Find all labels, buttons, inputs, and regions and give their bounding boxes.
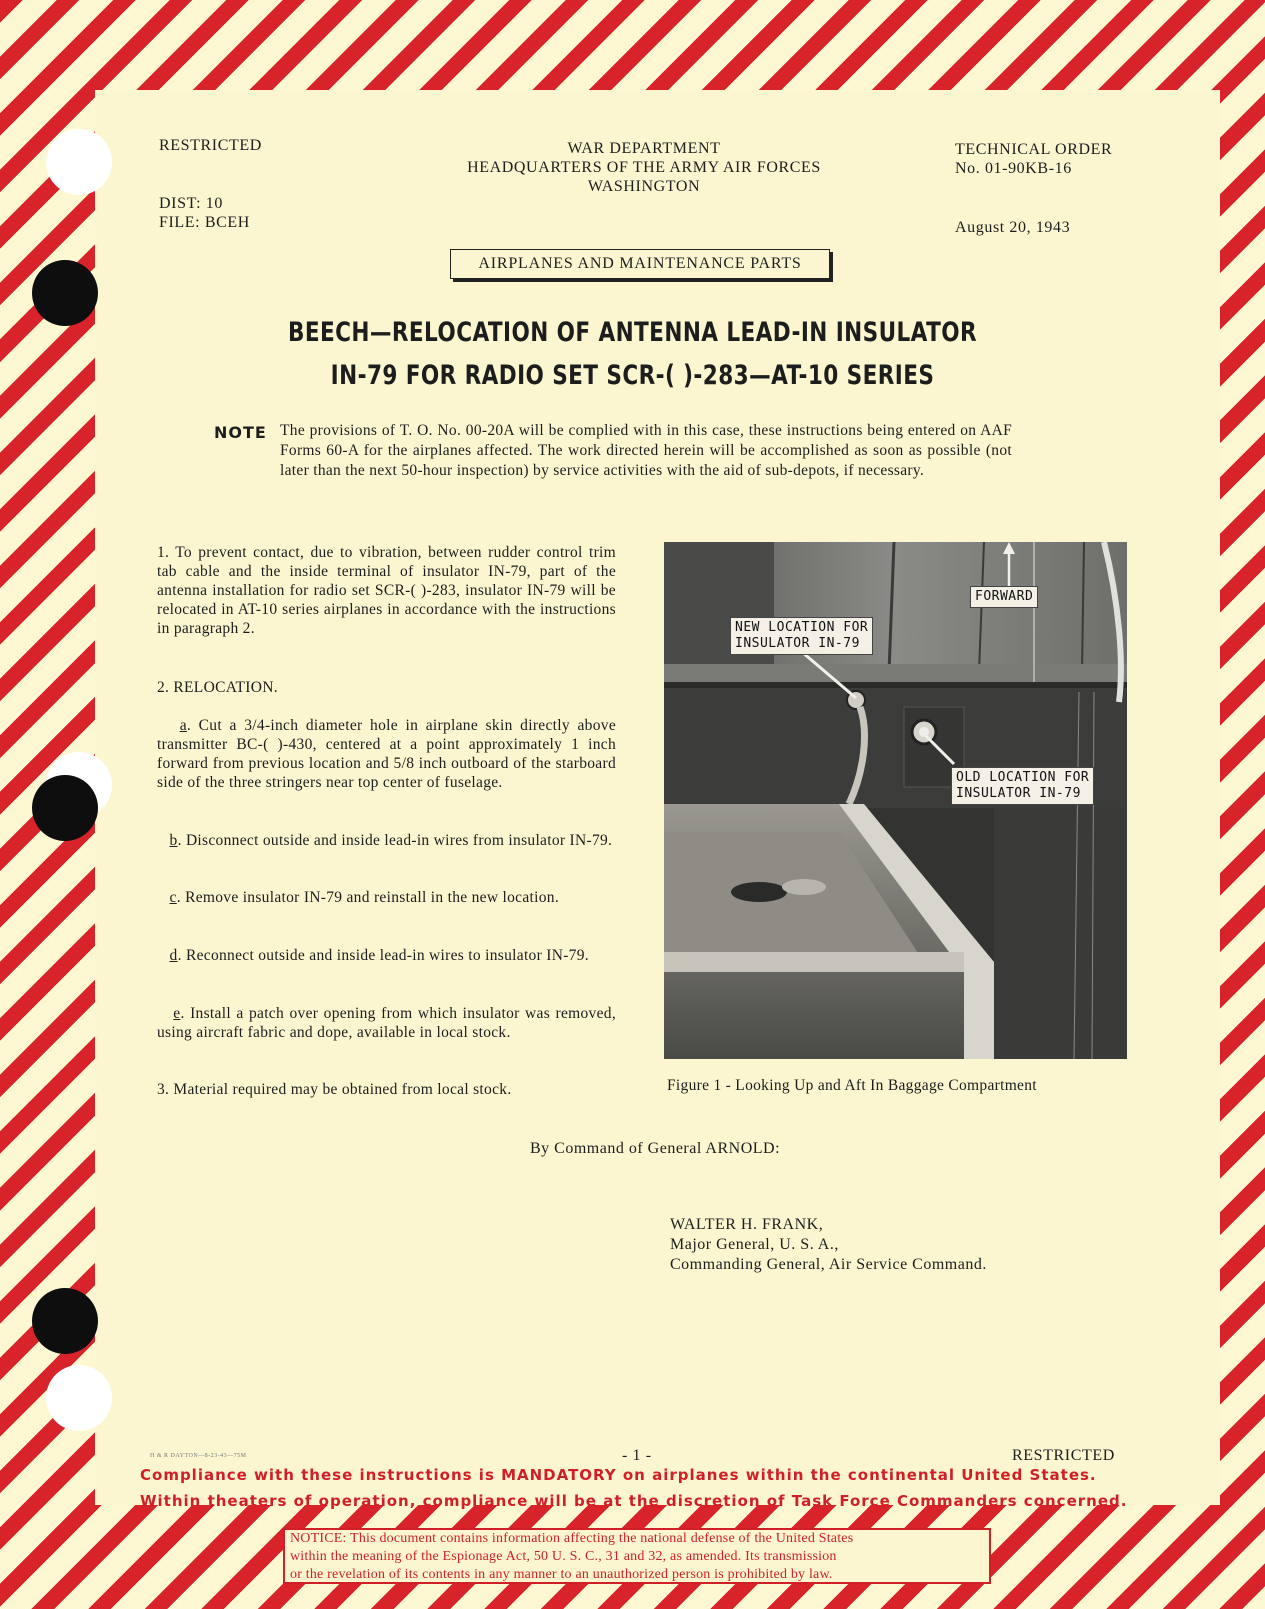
department-line3: WASHINGTON [587,178,701,195]
binder-hole-black-2 [32,775,98,841]
notice-line1: NOTICE: This document contains information affecting the national defense of the United States [290,1531,854,1546]
step-a [157,716,616,792]
command-line: By Command of General ARNOLD: [530,1140,781,1157]
step-e-letter: e [173,1005,181,1022]
step-a-letter: a [179,717,187,734]
label-old-line2: INSULATOR IN-79 [956,786,1081,801]
step-d-text: . Reconnect outside and inside lead-in wires to insulator IN-79. [177,947,589,964]
restricted-top: RESTRICTED [159,137,262,154]
step-c [157,888,616,907]
to-line1: TECHNICAL ORDER [955,141,1113,158]
step-c-text: . Remove insulator IN-79 and reinstall in the new location. [176,889,560,906]
figure-caption: Figure 1 - Looking Up and Aft In Baggage Compartment [667,1077,1037,1094]
step-b [157,831,616,850]
label-forward: FORWARD [970,586,1038,608]
note-label: NOTE [214,423,267,442]
binder-hole-black-3 [32,1288,98,1354]
dist-line: DIST: 10 [159,195,224,212]
department-line2: HEADQUARTERS OF THE ARMY AIR FORCES [467,159,821,176]
paragraph-2-heading: 2. RELOCATION. [157,679,278,696]
restricted-bottom: RESTRICTED [1012,1447,1115,1464]
step-b-letter: b [169,832,178,849]
label-old-line1: OLD LOCATION FOR [956,770,1090,785]
notice-line3: or the revelation of its contents in any manner to an unauthorized person is prohibited by law. [290,1567,833,1582]
compliance-line1: Compliance with these instructions is MANDATORY on airplanes within the continental United States. [140,1466,1097,1484]
technical-order [955,140,1112,178]
label-new-line2: INSULATOR IN-79 [735,636,860,651]
binder-hole-black-1 [32,260,98,326]
figure-photo [664,542,1127,1059]
label-new-location [730,617,873,655]
order-date: August 20, 1943 [955,219,1071,236]
page-number: - 1 - [622,1447,652,1464]
label-old-location [951,767,1094,805]
signer-position: Commanding General, Air Service Command. [670,1256,987,1273]
step-c-letter: c [169,889,177,906]
step-d-letter: d [169,947,178,964]
signer-rank: Major General, U. S. A., [670,1236,839,1253]
department-header [400,139,888,196]
signature-block [670,1215,987,1275]
paragraph-1 [157,543,616,638]
step-e-text: . Install a patch over opening from which insulator was removed, using aircraft fabric and dope, available in local stock. [157,1005,616,1041]
paragraph-1-text: 1. To prevent contact, due to vibration, between rudder control trim tab cable and the inside terminal of insulator IN-79, part of the antenna installation for radio set SCR-( )-283, insulator IN-79 will be relocated in AT-10 series airplanes in accordance with the instructions in paragraph 2. [157,544,616,637]
title-line1: BEECH—RELOCATION OF ANTENNA LEAD-IN INSULATOR [287,317,978,348]
paragraph-3: 3. Material required may be obtained from local stock. [157,1081,512,1098]
step-d [157,946,616,965]
security-notice [283,1528,991,1584]
title-line2: IN-79 FOR RADIO SET SCR-( )-283—AT-10 SERIES [330,360,935,391]
to-line2: No. 01-90KB-16 [955,160,1072,177]
note-text: The provisions of T. O. No. 00-20A will be complied with in this case, these instructions being entered on AAF Forms 60-A for the airplanes affected. The work directed herein will be accomplished as soon as possible (not later than the next 50-hour inspection) by service activities with the aid of sub-depots, if necessary. [280,422,1012,479]
compliance-line2: Within theaters of operation, compliance will be at the discretion of Task Force Commanders concerned. [140,1492,1128,1510]
binder-hole-white-1 [46,129,112,195]
label-new-line1: NEW LOCATION FOR [735,620,869,635]
notice-line2: within the meaning of the Espionage Act, 50 U. S. C., 31 and 32, as amended. Its transmission [290,1549,837,1564]
binder-hole-white-3 [46,1365,112,1431]
signer-name: WALTER H. FRANK, [670,1216,824,1233]
printer-mark: H & R DAYTON—8-23-43—75M [150,1453,247,1459]
file-line: FILE: BCEH [159,214,250,231]
category-box: AIRPLANES AND MAINTENANCE PARTS [450,249,830,279]
step-a-text: . Cut a 3/4-inch diameter hole in airplane skin directly above transmitter BC-( )-430, centered at a point approximately 1 inch forward from previous location and 5/8 inch outboard of the starboard side of the three stringers near top center of fuselage. [157,717,617,791]
step-e [157,1004,616,1042]
step-b-text: . Disconnect outside and inside lead-in wires from insulator IN-79. [177,832,613,849]
department-line1: WAR DEPARTMENT [567,140,721,157]
